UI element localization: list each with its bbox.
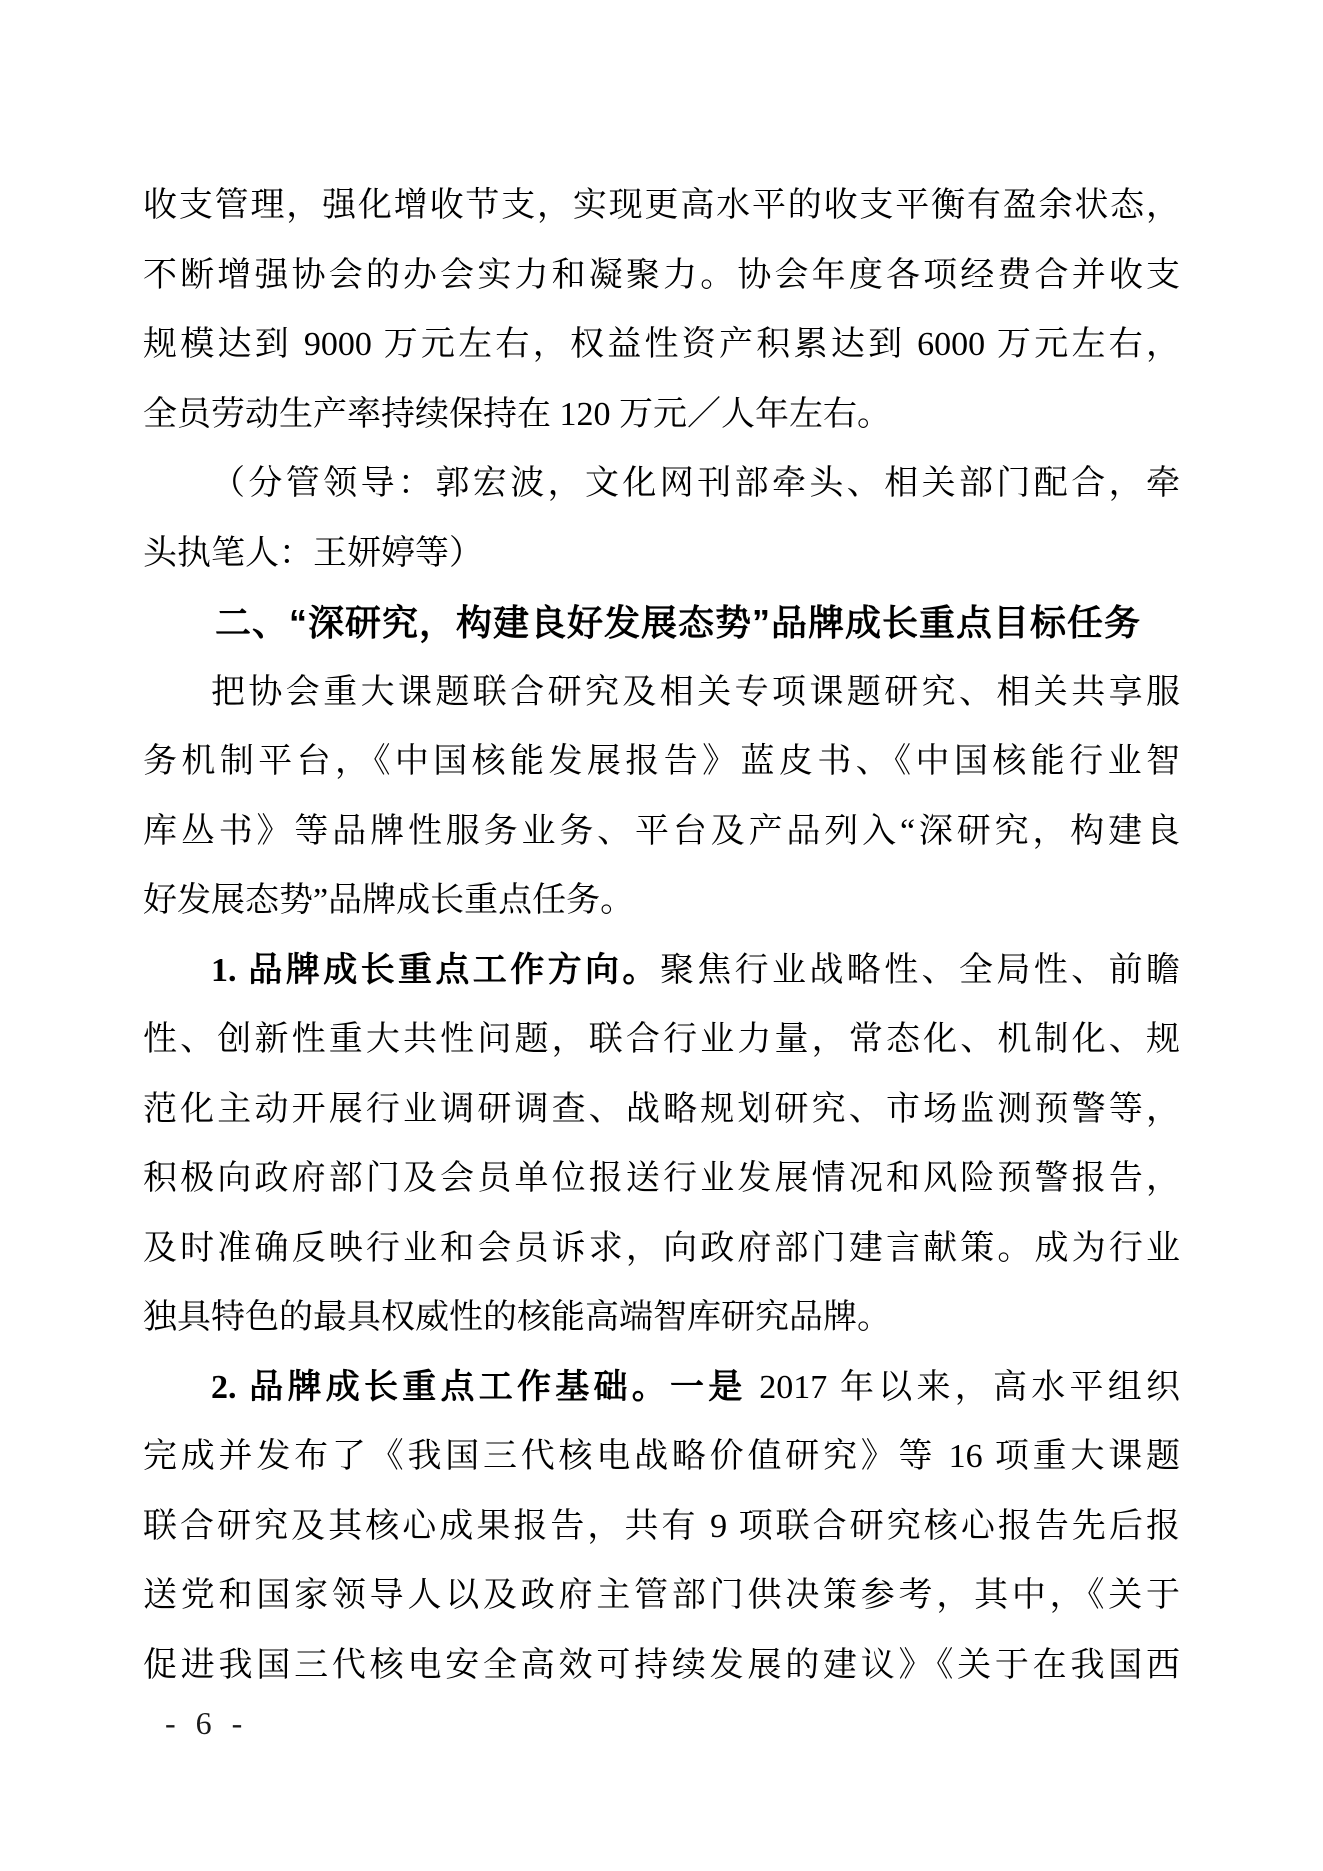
text-run: 完成并发布了《我国三代核电战略价值研究》等 16 项重大课题 <box>143 1438 1180 1475</box>
text-line <box>143 866 1180 936</box>
text-run: 头执笔人：王妍婷等） <box>143 534 483 572</box>
text-run: 及时准确反映行业和会员诉求，向政府部门建言献策。成为行业 <box>143 1229 1180 1267</box>
text-line <box>143 171 1180 241</box>
text-line <box>143 1214 1180 1284</box>
text-run: 二、“深研究，构建良好发展态势”品牌成长重点目标任务 <box>215 602 1142 643</box>
text-line <box>143 241 1180 311</box>
text-line <box>143 797 1180 867</box>
text-line <box>143 1283 1180 1353</box>
text-run: （分管领导：郭宏波，文化网刊部牵头、相关部门配合，牵 <box>211 465 1180 502</box>
section-heading <box>143 588 1180 658</box>
text-run: 聚焦行业战略性、全局性、前瞻 <box>659 951 1180 989</box>
text-run: 好发展态势”品牌成长重点任务。 <box>143 882 635 919</box>
text-line <box>143 1144 1180 1214</box>
text-line <box>143 449 1180 519</box>
text-run: 务机制平台，《中国核能发展报告》蓝皮书、《中国核能行业智 <box>143 743 1180 780</box>
text-line <box>143 310 1180 380</box>
text-run: 2. 品牌成长重点工作基础。 <box>211 1368 670 1406</box>
text-line <box>143 519 1180 589</box>
text-run: 范化主动开展行业调研调查、战略规划研究、市场监测预警等， <box>143 1090 1180 1128</box>
text-line <box>143 1422 1180 1492</box>
text-run: 送党和国家领导人以及政府主管部门供决策参考，其中，《关于 <box>143 1577 1180 1614</box>
text-line <box>143 1492 1180 1562</box>
text-line <box>143 380 1180 450</box>
text-line <box>143 936 1180 1006</box>
text-run: 积极向政府部门及会员单位报送行业发展情况和风险预警报告， <box>143 1160 1180 1197</box>
text-line <box>143 658 1180 728</box>
text-run: 促进我国三代核电安全高效可持续发展的建议》《关于在我国西 <box>143 1646 1180 1684</box>
text-run: 2017 年以来，高水平组织 <box>746 1368 1180 1406</box>
text-line <box>143 1005 1180 1075</box>
text-run: 把协会重大课题联合研究及相关专项课题研究、相关共享服 <box>211 673 1180 711</box>
text-line <box>143 1075 1180 1145</box>
text-run: 规模达到 9000 万元左右，权益性资产积累达到 6000 万元左右， <box>143 326 1180 363</box>
text-run: 联合研究及其核心成果报告，共有 9 项联合研究核心报告先后报 <box>143 1507 1180 1545</box>
text-line <box>143 1631 1180 1701</box>
text-run: 库丛书》等品牌性服务业务、平台及产品列入“深研究，构建良 <box>143 812 1180 850</box>
text-line <box>143 727 1180 797</box>
text-run: 一是 <box>670 1368 747 1406</box>
page-number: - 6 - <box>165 1705 249 1741</box>
text-run: 性、创新性重大共性问题，联合行业力量，常态化、机制化、规 <box>143 1021 1180 1058</box>
document-body <box>143 171 1180 1700</box>
text-line <box>143 1353 1180 1423</box>
text-line <box>143 1561 1180 1631</box>
text-run: 独具特色的最具权威性的核能高端智库研究品牌。 <box>143 1299 891 1336</box>
text-run: 1. 品牌成长重点工作方向。 <box>211 951 660 989</box>
text-run: 不断增强协会的办会实力和凝聚力。协会年度各项经费合并收支 <box>143 256 1180 294</box>
text-run: 收支管理，强化增收节支，实现更高水平的收支平衡有盈余状态， <box>143 187 1180 224</box>
text-run: 全员劳动生产率持续保持在 120 万元／人年左右。 <box>143 395 891 433</box>
